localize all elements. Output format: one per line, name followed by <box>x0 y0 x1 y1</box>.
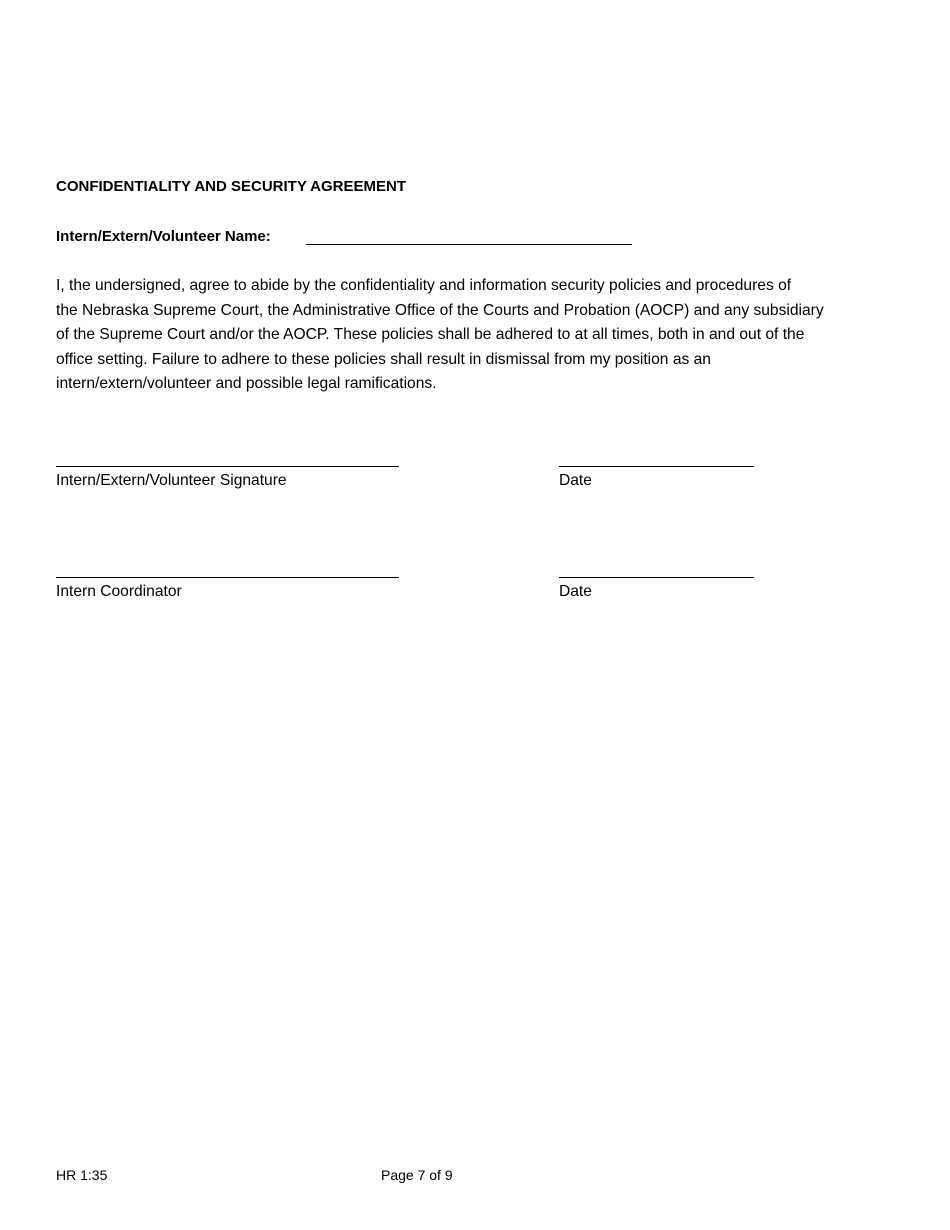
paragraph-line: I, the undersigned, agree to abide by the confidentiality and information security policies and procedures of <box>56 277 792 294</box>
coordinator-date-line[interactable] <box>559 577 754 578</box>
intern-signature-label: Intern/Extern/Volunteer Signature <box>56 472 287 489</box>
coordinator-signature-line[interactable] <box>56 577 399 578</box>
coordinator-label: Intern Coordinator <box>56 583 182 600</box>
footer-doc-code: HR 1:35 <box>56 1167 108 1183</box>
paragraph-line: the Nebraska Supreme Court, the Administrative Office of the Courts and Probation (AOCP) and any subsidiary <box>56 301 824 319</box>
coordinator-date-label: Date <box>559 583 592 600</box>
agreement-paragraph <box>56 274 906 397</box>
name-label: Intern/Extern/Volunteer Name: <box>56 228 271 245</box>
footer-page-number: Page 7 of 9 <box>381 1167 453 1183</box>
paragraph-line: office setting. Failure to adhere to these policies shall result in dismissal from my position as an <box>56 350 711 368</box>
intern-signature-line[interactable] <box>56 466 399 467</box>
intern-date-line[interactable] <box>559 466 754 467</box>
name-field-line[interactable] <box>306 244 632 245</box>
document-title: CONFIDENTIALITY AND SECURITY AGREEMENT <box>56 178 407 195</box>
paragraph-line: intern/extern/volunteer and possible legal ramifications. <box>56 375 437 393</box>
intern-date-label: Date <box>559 472 592 489</box>
paragraph-line: of the Supreme Court and/or the AOCP. These policies shall be adhered to at all times, both in and out of the <box>56 326 805 344</box>
